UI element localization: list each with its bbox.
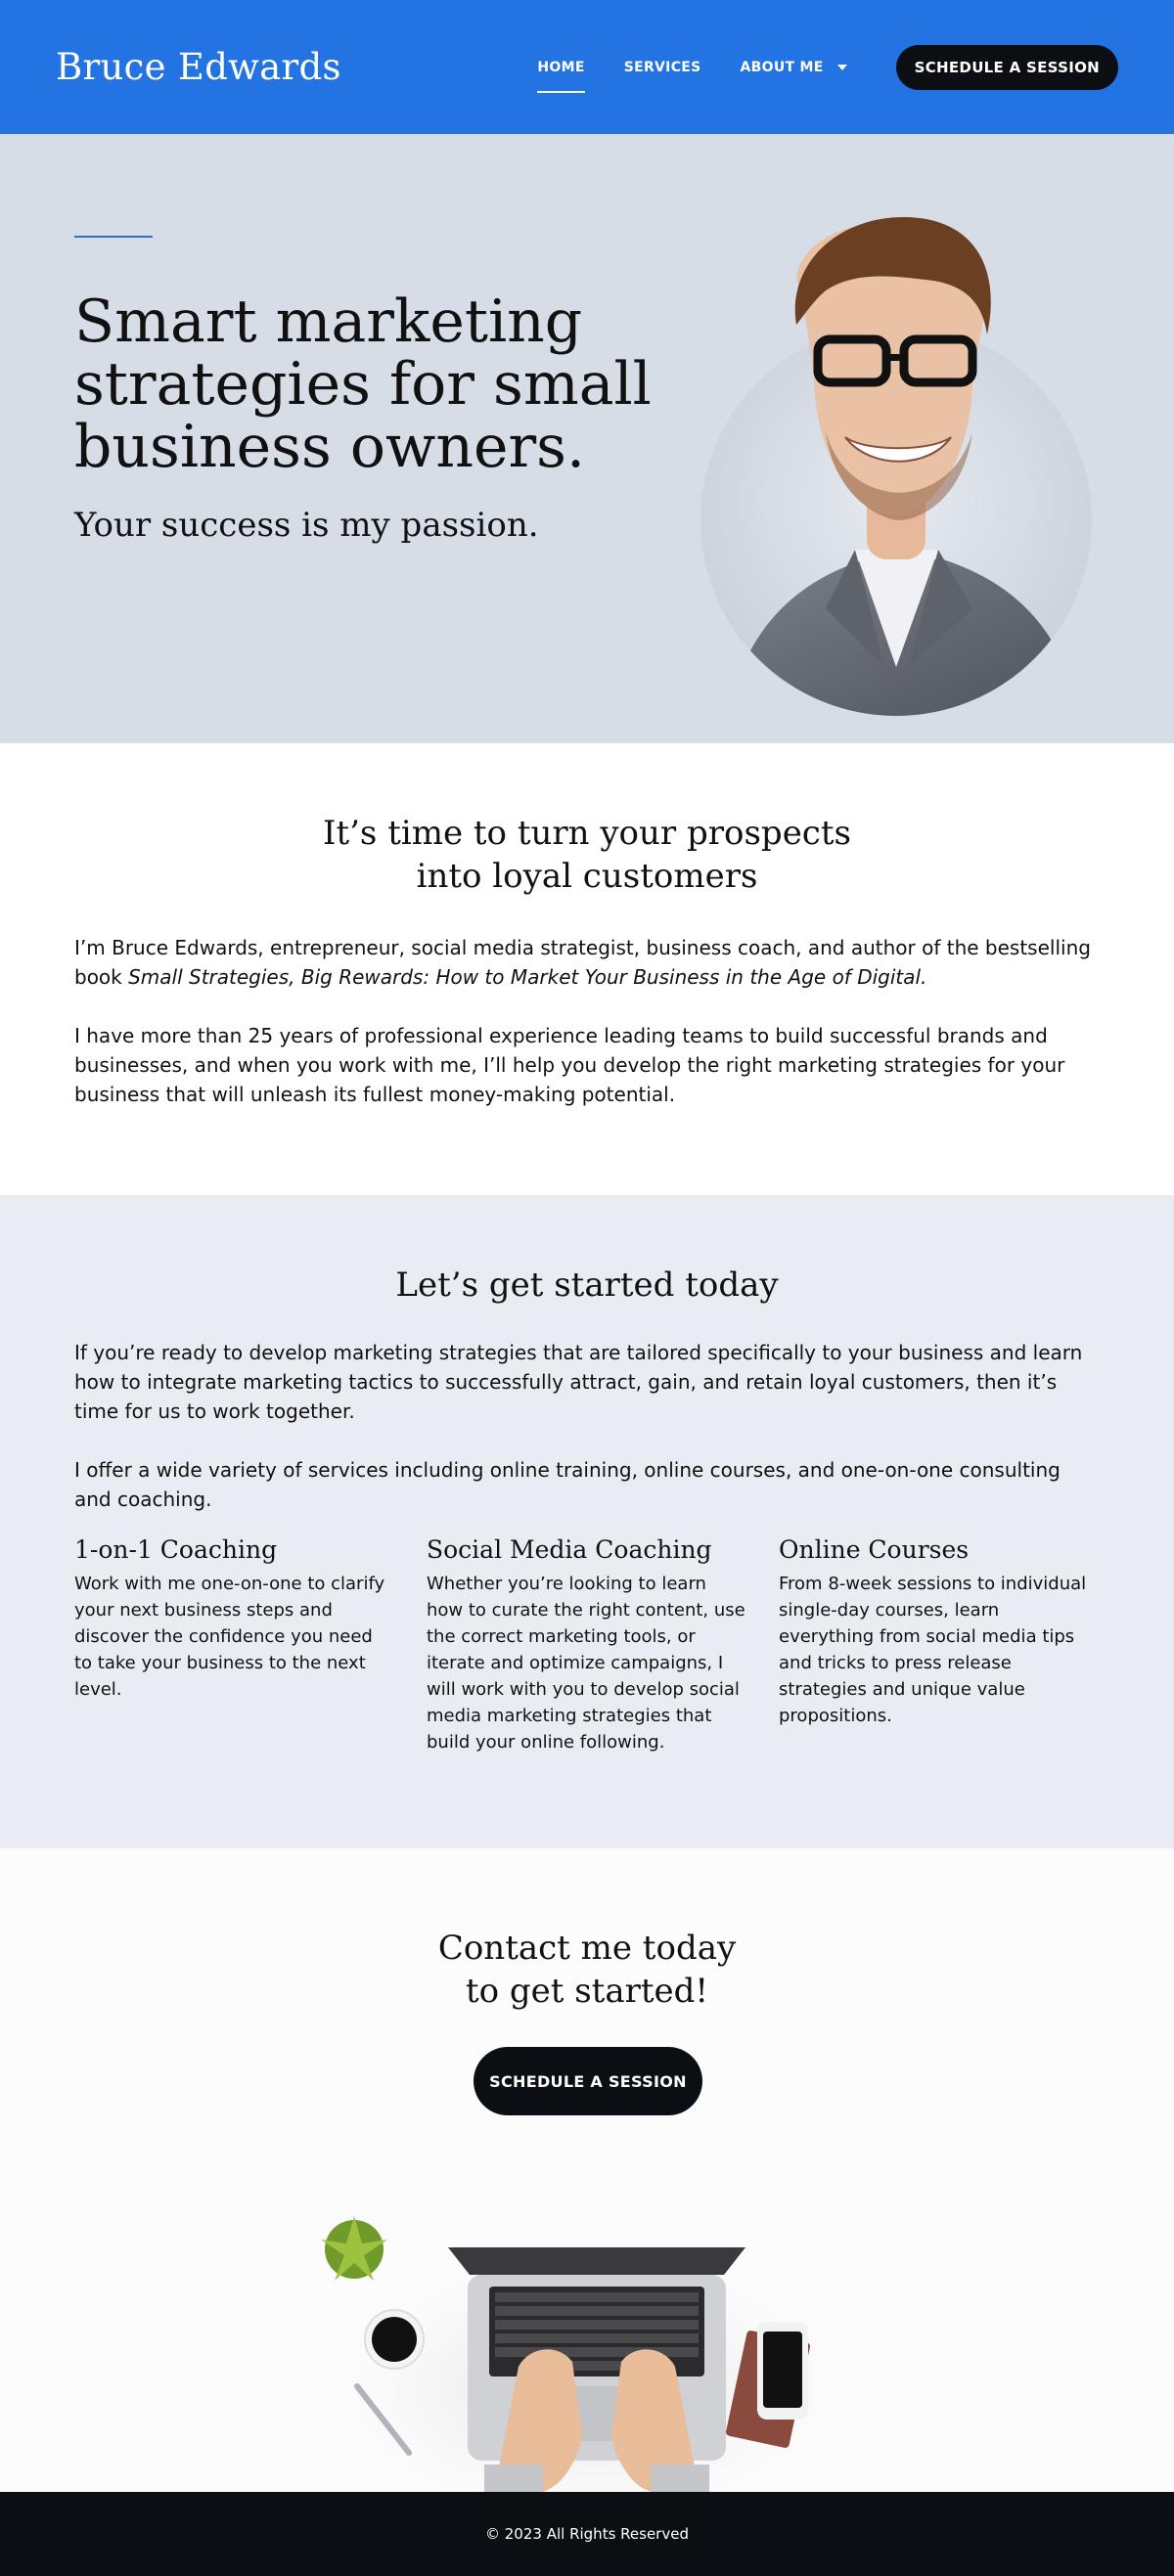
get-started-paragraph-2: I offer a wide variety of services including online training, online courses, and one-on-one consulting and coaching. [74, 1458, 1061, 1511]
services-list [74, 1533, 1100, 1755]
service-title: 1-on-1 Coaching [74, 1535, 278, 1564]
contact-title [0, 1927, 1174, 2013]
schedule-session-button[interactable]: SCHEDULE A SESSION [896, 45, 1118, 90]
nav-about-me-label: ABOUT ME [740, 59, 824, 75]
contact-title-line1: Contact me today [437, 1929, 737, 1968]
service-title: Social Media Coaching [427, 1535, 712, 1564]
site-header [0, 0, 1174, 134]
intro-title-line1: It’s time to turn your prospects [323, 814, 851, 853]
contact-section [0, 1848, 1174, 2492]
hero-section [0, 134, 1174, 743]
nav-services-label: SERVICES [623, 59, 701, 75]
schedule-session-button[interactable]: SCHEDULE A SESSION [474, 2047, 702, 2115]
intro-paragraph-2: I have more than 25 years of professional experience leading teams to build successful brands and businesses, and when you work with me, I’ll help you develop the right marketing strategies for your business that will unleash its fullest money-making potential. [74, 1024, 1065, 1106]
intro-section [0, 743, 1174, 1195]
service-item [427, 1533, 747, 1755]
nav-home-label: HOME [537, 59, 585, 75]
main-nav [537, 45, 1118, 90]
book-title: Small Strategies, Big Rewards: How to Market Your Business in the Age of Digital. [128, 965, 927, 989]
get-started-section [0, 1195, 1174, 1848]
nav-home[interactable] [537, 60, 584, 75]
workspace-image [294, 2142, 880, 2492]
service-description: Whether you’re looking to learn how to curate the right content, use the correct marketing tools, or iterate and optimize campaigns, I will work with you to develop social media marketing strategies that build your online following. [427, 1574, 745, 1753]
intro-title-line2: into loyal customers [416, 857, 758, 896]
service-item [779, 1533, 1100, 1755]
intro-title [74, 812, 1100, 898]
service-title: Online Courses [779, 1535, 970, 1564]
get-started-title: Let’s get started today [395, 1266, 779, 1305]
hero-heading: Smart marketing strategies for small business owners. [74, 288, 652, 481]
contact-title-line2: to get started! [465, 1972, 709, 2011]
portrait-image [689, 207, 1109, 716]
hero-accent-rule [74, 236, 153, 238]
chevron-down-icon[interactable] [837, 65, 847, 70]
intro-p1-text: I’m Bruce Edwards, entrepreneur, social media strategist, business coach, and author of the bestselling book [74, 936, 1091, 989]
copyright-text: © 2023 All Rights Reserved [485, 2525, 689, 2543]
intro-paragraph-1 [74, 933, 1100, 992]
service-item [74, 1533, 395, 1755]
service-description: Work with me one-on-one to clarify your next business steps and discover the confidence you need to take your business to the next level. [74, 1574, 385, 1700]
nav-about-me[interactable] [741, 60, 847, 75]
site-footer [0, 2492, 1174, 2576]
hero-subheading: Your success is my passion. [74, 506, 539, 545]
get-started-paragraph-1: If you’re ready to develop marketing strategies that are tailored specifically to your business and learn how to integrate marketing tactics to successfully attract, gain, and retain loyal customers, then it’s time for us to work together. [74, 1341, 1083, 1423]
nav-services[interactable] [624, 60, 701, 75]
site-title[interactable]: Bruce Edwards [56, 46, 341, 88]
service-description: From 8-week sessions to individual single-day courses, learn everything from social media tips and tricks to press release strategies and unique value propositions. [779, 1574, 1087, 1726]
